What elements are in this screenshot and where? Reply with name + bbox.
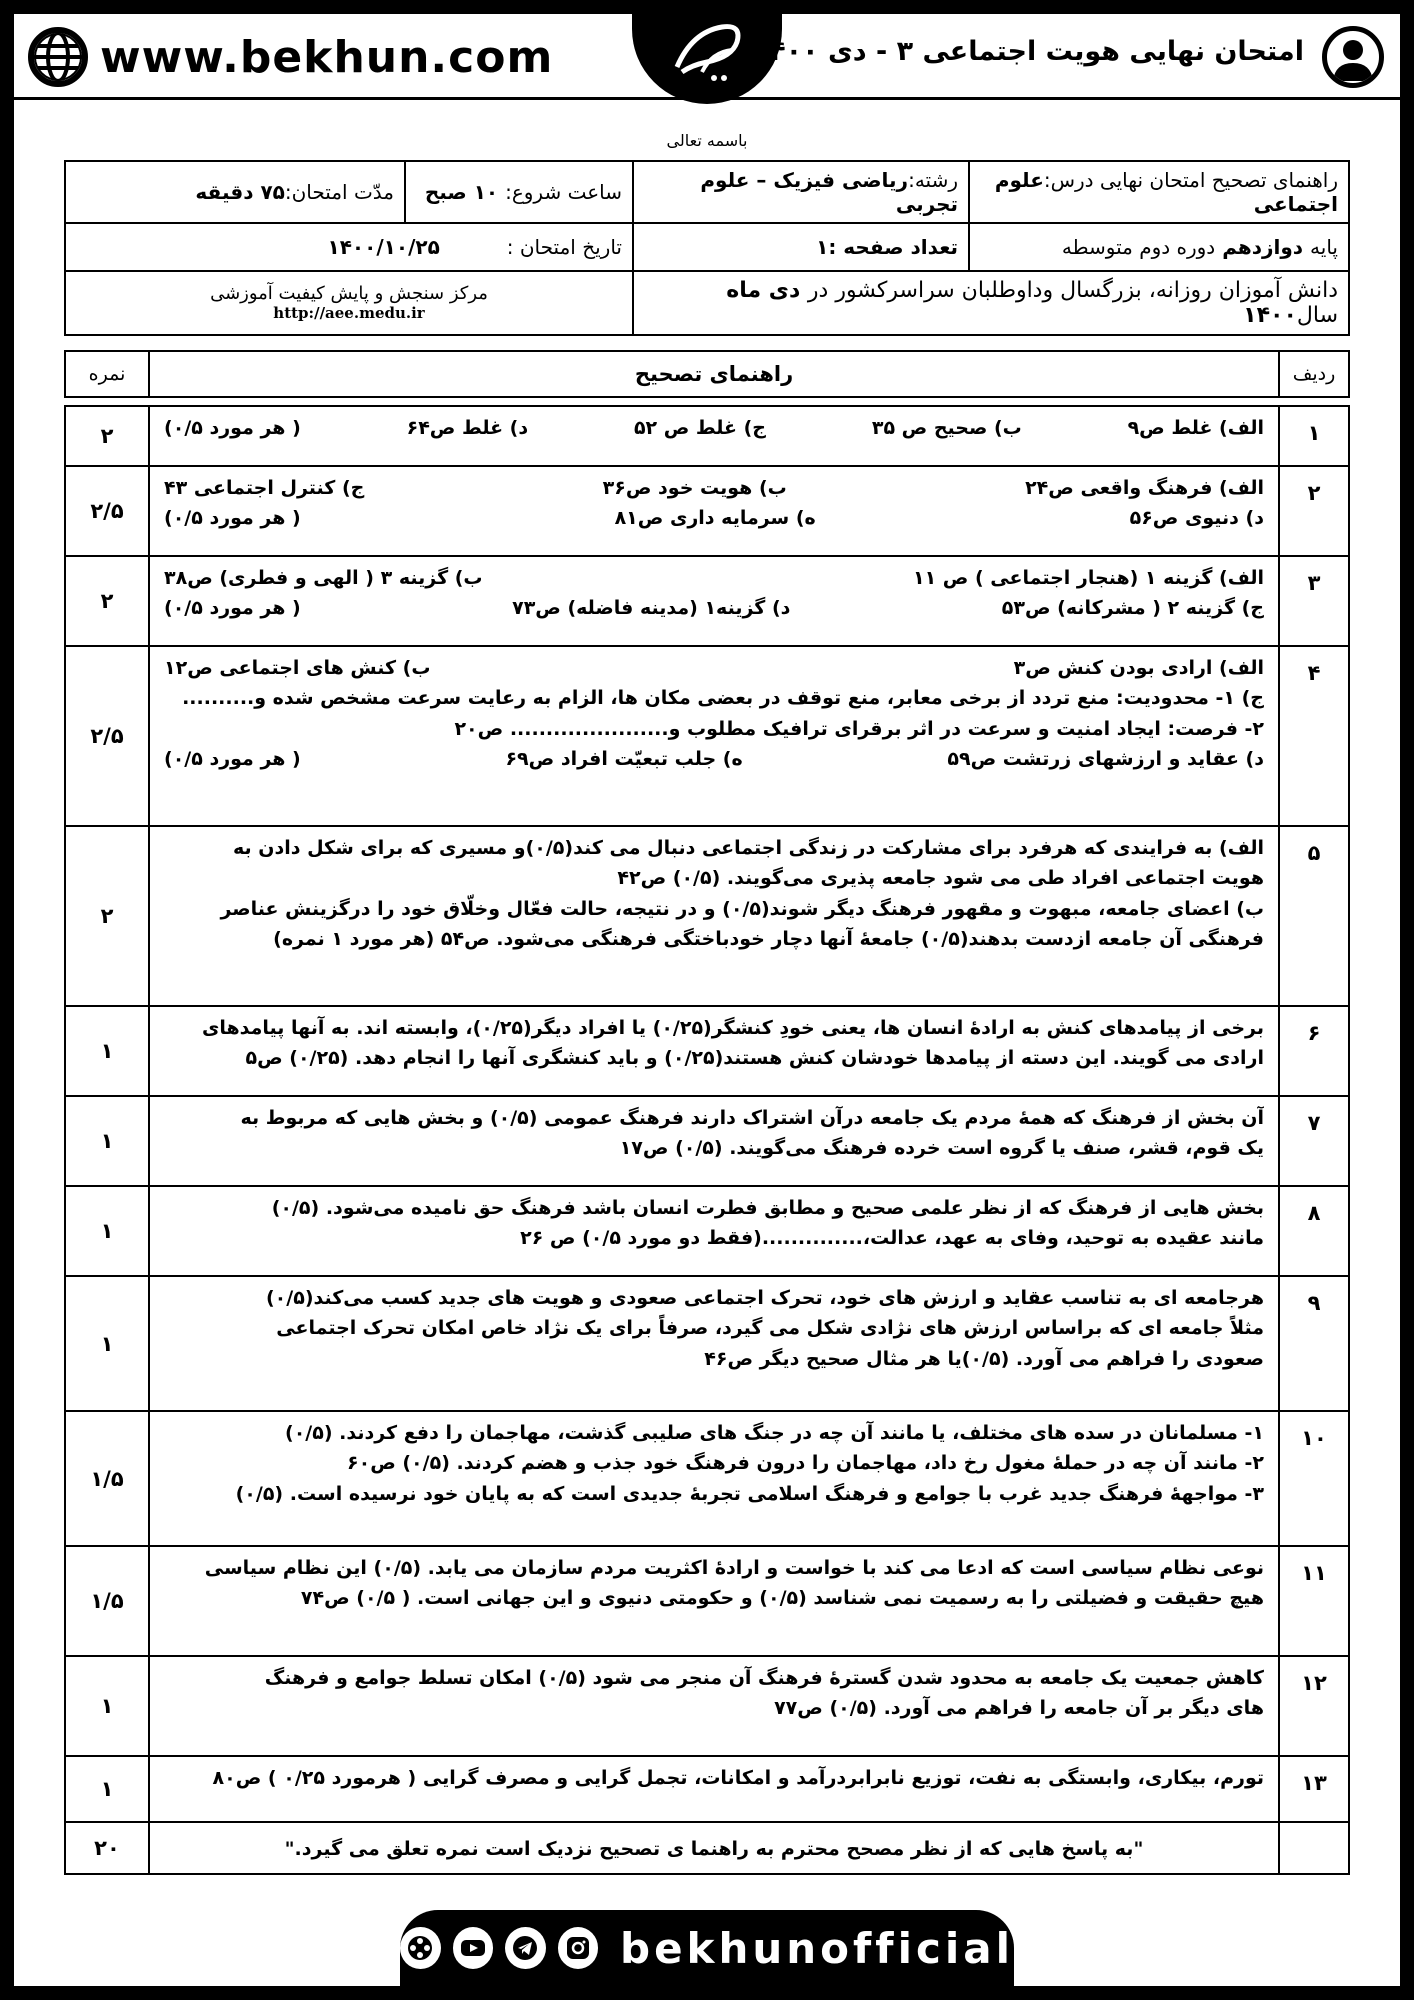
answer-segment: الف) غلط ص۹ (1127, 417, 1264, 439)
empty-cell (1279, 1822, 1349, 1874)
answer-number: ۸ (1279, 1186, 1349, 1276)
answer-segment: بخش هایی از فرهنگ که از نظر علمی صحیح و مطابق فطرت انسان باشد فرهنگ حق نامیده می‌شود. (۰/۵) (271, 1197, 1264, 1219)
answer-line (164, 1693, 1264, 1723)
answer-number: ۷ (1279, 1096, 1349, 1186)
answer-text (149, 1096, 1279, 1186)
answer-text (149, 556, 1279, 646)
answer-line (164, 503, 1264, 533)
answer-segment: کاهش جمعیت یک جامعه به محدود شدن گسترۀ فرهنگ آن منجر می شود (۰/۵) امکان تسلط جوامع و فرهنگ (264, 1667, 1264, 1689)
answer-segment: یک قوم، قشر، صنف یا گروه است خرده فرهنگ می‌گویند. (۰/۵) ص۱۷ (619, 1137, 1264, 1160)
answer-segment: ج) کنترل اجتماعی ۴۳ (164, 477, 365, 499)
answer-text (149, 1276, 1279, 1411)
answer-row (65, 826, 1349, 1006)
exam-title: امتحان نهایی هویت اجتماعی ۳ - دی ۱۴۰۰ (752, 36, 1304, 67)
answer-segment: مثلاً جامعه ای که براساس ارزش های نژادی شکل می گیرد، صرفاً برای یک نژاد خاص امکان تحرک اجتماعی (276, 1317, 1264, 1340)
answer-segment: صعودی را فراهم می آورد. (۰/۵)یا هر مثال صحیح دیگر ص۴۶ (704, 1347, 1264, 1370)
center-cell: مرکز سنجش و پایش کیفیت آموزشی http://aee.medu.ir (65, 271, 633, 335)
answer-text (149, 406, 1279, 466)
instagram-icon[interactable] (558, 1927, 599, 1969)
answer-line (164, 1283, 1264, 1313)
answer-line (164, 413, 1264, 443)
answer-segment: د) عقاید و ارزشهای زرتشت ص۵۹ (947, 748, 1264, 771)
answer-row (65, 1756, 1349, 1822)
answer-number: ۱۳ (1279, 1756, 1349, 1822)
answer-line (164, 1133, 1264, 1163)
answer-line (164, 714, 1264, 744)
total-row (65, 1822, 1349, 1874)
answer-segment: ( هر مورد ۰/۵) (164, 597, 301, 620)
answer-segment: نوعی نظام سیاسی است که ادعا می کند با خواست و ارادۀ اکثریت مردم سازمان می یابد. (۰/۵) این نظام سیاسی (204, 1557, 1264, 1579)
answer-segment: الف) گزینه ۱ (هنجار اجتماعی ) ص ۱۱ (912, 567, 1264, 589)
site-url[interactable]: www.bekhun.com (100, 31, 554, 83)
footer-note: "به پاسخ هایی که از نظر مصحح محترم به راهنما ی تصحیح نزدیک است نمره تعلق می گیرد." (149, 1822, 1279, 1874)
duration-cell: مدّت امتحان:۷۵ دقیقه (65, 161, 405, 223)
answer-row (65, 1186, 1349, 1276)
answer-segment: ۱- مسلمانان در سده های مختلف، یا مانند آن چه در جنگ های صلیبی گذشت، مهاجمان را دفع کردند. (۰/۵) (285, 1422, 1264, 1444)
field-cell: رشته:ریاضی فیزیک – علوم تجربی (633, 161, 969, 223)
center-url[interactable]: http://aee.medu.ir (273, 303, 425, 322)
answer-row (65, 1276, 1349, 1411)
answer-line (164, 683, 1264, 713)
header-row: ردیف (1279, 351, 1349, 397)
answer-score: ۲/۵ (65, 466, 149, 556)
answer-line (164, 1103, 1264, 1133)
answer-segment: ( هر مورد ۰/۵) (164, 507, 301, 530)
answer-segment: آن بخش از فرهنگ که همۀ مردم یک جامعه درآن اشتراک دارند فرهنگ عمومی (۰/۵) و بخش هایی که مربوط به (240, 1107, 1264, 1129)
answer-line (164, 1313, 1264, 1343)
answer-segment: د) غلط ص۶۴ (406, 417, 529, 439)
start-cell: ساعت شروع: ۱۰ صبح (405, 161, 633, 223)
answer-row (65, 1006, 1349, 1096)
answer-segment: ب) هویت خود ص۳۶ (602, 477, 787, 499)
answer-line (164, 863, 1264, 893)
answer-row (65, 1546, 1349, 1656)
grade-cell: پایه دوازدهم دوره دوم متوسطه (969, 223, 1349, 271)
answer-score: ۱/۵ (65, 1546, 149, 1656)
answer-line (164, 1418, 1264, 1448)
answer-number: ۱۰ (1279, 1411, 1349, 1546)
answer-score: ۱ (65, 1006, 149, 1096)
bismillah: باسمه تعالی (666, 131, 748, 150)
answer-score: ۱ (65, 1186, 149, 1276)
answer-segment: الف) به فرایندی که هرفرد برای مشارکت در زندگی اجتماعی دنبال می کند(۰/۵)و مسیری که برای شکل دادن به (232, 837, 1264, 859)
answer-segment: ه) جلب تبعیّت افراد ص۶۹ (505, 748, 743, 771)
answer-score: ۱ (65, 1756, 149, 1822)
answer-segment: د) دنیوی ص۵۶ (1129, 507, 1264, 530)
answer-text (149, 1546, 1279, 1656)
answer-line (164, 1663, 1264, 1693)
answer-line (164, 1344, 1264, 1374)
answer-segment: هیچ حقیقت و فضیلتی را به رسمیت نمی شناسد (۰/۵) و حکومتی دنیوی و این جهانی است. ( ۰/۵) ص۷۴ (300, 1587, 1264, 1610)
answer-segment: برخی از پیامدهای کنش به ارادۀ انسان ها، یعنی خودِ کنشگر(۰/۲۵) یا افراد دیگر(۰/۲۵)، وابسته اند. به آنها پیامدهای (201, 1017, 1264, 1039)
answer-text (149, 646, 1279, 826)
answer-segment: ۲- فرصت: ایجاد امنیت و سرعت در اثر برقرای ترافیک مطلوب و...................... ص۲۰ (454, 717, 1264, 740)
answer-segment: تورم، بیکاری، وابستگی به نفت، توزیع نابرابردرآمد و امکانات، تجمل گرایی و مصرف گرایی ( هرمورد ۰/۲۵ ) ص۸۰ (212, 1767, 1264, 1789)
answer-score: ۱ (65, 1096, 149, 1186)
answer-line (164, 1763, 1264, 1793)
answer-row (65, 646, 1349, 826)
social-bar (400, 1910, 1014, 1986)
answer-text (149, 1656, 1279, 1756)
pages-cell: تعداد صفحه :۱ (633, 223, 969, 271)
answer-segment: ب) اعضای جامعه، مبهوت و مقهور فرهنگ دیگر شوند(۰/۵) و در نتیجه، حالت فعّال وخلّاق خود را درگزینش عناصر (220, 897, 1264, 920)
exam-info-table (64, 160, 1350, 336)
answer-segment: ارادی می گویند. این دسته از پیامدها خودشان کنش هستند(۰/۲۵) و باید کنشگری آنها را انجام دهد. (۰/۲۵) ص۵ (245, 1047, 1264, 1070)
answer-row (65, 1411, 1349, 1546)
answer-segment: ج) غلط ص ۵۲ (633, 417, 767, 439)
telegram-icon[interactable] (505, 1927, 546, 1969)
answer-line (164, 1448, 1264, 1478)
answer-score: ۲ (65, 556, 149, 646)
answer-segment: هویت اجتماعی افراد طی می شود جامعه پذیری می‌گویند. (۰/۵) ص۴۲ (617, 867, 1264, 890)
top-header (14, 14, 1400, 100)
date-cell: تاریخ امتحان : ۱۴۰۰/۱۰/۲۵ (65, 223, 633, 271)
answer-number: ۱۲ (1279, 1656, 1349, 1756)
aparat-icon[interactable] (400, 1927, 441, 1969)
answer-text (149, 1006, 1279, 1096)
page (14, 14, 1400, 1986)
answer-line (164, 1553, 1264, 1583)
subject-cell: راهنمای تصحیح امتحان نهایی درس:علوم اجتماعی (969, 161, 1349, 223)
answer-line (164, 593, 1264, 623)
answer-score: ۱/۵ (65, 1411, 149, 1546)
answer-line (164, 1013, 1264, 1043)
answer-segment: ب) کنش های اجتماعی ص۱۲ (164, 657, 431, 679)
answer-segment: ه) سرمایه داری ص۸۱ (614, 507, 816, 530)
header-score: نمره (65, 351, 149, 397)
site-link[interactable] (28, 22, 553, 92)
answer-row (65, 1096, 1349, 1186)
answer-table-header (64, 350, 1350, 398)
answer-text (149, 466, 1279, 556)
globe-icon (28, 27, 88, 87)
answer-number: ۳ (1279, 556, 1349, 646)
answer-text (149, 1411, 1279, 1546)
answer-segment: الف) ارادی بودن کنش ص۳ (1013, 657, 1264, 679)
answer-row (65, 466, 1349, 556)
answers-table (64, 405, 1350, 1875)
answer-segment: فرهنگی آن جامعه ازدست بدهند(۰/۵) جامعۀ آنها دچار خودباختگی فرهنگی می‌شود. ص۵۴ (هر مورد ۱ نمره) (273, 928, 1264, 951)
answer-number: ۲ (1279, 466, 1349, 556)
answer-number: ۹ (1279, 1276, 1349, 1411)
answer-text (149, 1186, 1279, 1276)
answer-segment: ( هر مورد ۰/۵) (164, 417, 301, 439)
answer-line (164, 1479, 1264, 1509)
answer-number: ۵ (1279, 826, 1349, 1006)
answer-text (149, 826, 1279, 1006)
answer-row (65, 1656, 1349, 1756)
answer-segment: ج) گزینه ۲ ( مشرکانه) ص۵۳ (1001, 597, 1264, 620)
answer-segment: د) گزینه۱ (مدینه فاضله) ص۷۳ (512, 597, 791, 620)
answer-line (164, 563, 1264, 593)
answer-segment: ب) گزینه ۳ ( الهی و فطری) ص۳۸ (164, 567, 483, 589)
answer-segment: های دیگر بر آن جامعه را فراهم می آورد. (۰/۵) ص۷۷ (774, 1697, 1264, 1720)
answer-number: ۱۱ (1279, 1546, 1349, 1656)
answer-line (164, 744, 1264, 774)
answer-text (149, 1756, 1279, 1822)
answer-segment: ب) صحیح ص ۳۵ (871, 417, 1022, 439)
answer-segment: ج) ۱- محدودیت: منع تردد از برخی معابر، منع توقف در بعضی مکان ها، الزام به رعایت سرعت مشخص شده و.......... (182, 687, 1264, 710)
answer-row (65, 406, 1349, 466)
students-cell: دانش آموزان روزانه، بزرگسال وداوطلبان سراسرکشور در دی ماه سال۱۴۰۰ (633, 271, 1349, 335)
answer-line (164, 833, 1264, 863)
answer-segment: ۲- مانند آن چه در حملۀ مغول رخ داد، مهاجمان را درون فرهنگ خود جذب و هضم کردند. (۰/۵) ص۶۰ (346, 1452, 1264, 1475)
youtube-icon[interactable] (453, 1927, 494, 1969)
answer-score: ۲ (65, 406, 149, 466)
answer-line (164, 473, 1264, 503)
total-score: ۲۰ (65, 1822, 149, 1874)
answer-line (164, 1193, 1264, 1223)
answer-segment: هرجامعه ای به تناسب عقاید و ارزش های خود، تحرک اجتماعی صعودی و هویت های جدید کسب می‌کند(۰/۵) (265, 1287, 1264, 1309)
answer-line (164, 653, 1264, 683)
answer-score: ۱ (65, 1276, 149, 1411)
answer-line (164, 1043, 1264, 1073)
answer-row (65, 556, 1349, 646)
answer-line (164, 894, 1264, 924)
answer-line (164, 1583, 1264, 1613)
answer-line (164, 1223, 1264, 1253)
answer-number: ۶ (1279, 1006, 1349, 1096)
answer-score: ۲/۵ (65, 646, 149, 826)
answer-segment: ۳- مواجهۀ فرهنگ جدید غرب با جوامع و فرهنگ اسلامی تجربۀ جدیدی است که به پایان خود نرسیده است. (۰/۵) (235, 1482, 1264, 1505)
header-guide: راهنمای تصحیح (149, 351, 1279, 397)
answer-line (164, 924, 1264, 954)
answer-segment: ( هر مورد ۰/۵) (164, 748, 301, 771)
answer-segment: الف) فرهنگ واقعی ص۲۴ (1025, 477, 1264, 499)
user-icon[interactable] (1322, 26, 1384, 88)
answer-number: ۴ (1279, 646, 1349, 826)
answer-score: ۲ (65, 826, 149, 1006)
social-handle[interactable]: bekhunofficial (620, 1923, 1015, 1973)
answer-number: ۱ (1279, 406, 1349, 466)
answer-score: ۱ (65, 1656, 149, 1756)
answer-segment: مانند عقیده به توحید، وفای به عهد، عدالت،..............(فقط دو مورد ۰/۵) ص ۲۶ (520, 1227, 1264, 1250)
